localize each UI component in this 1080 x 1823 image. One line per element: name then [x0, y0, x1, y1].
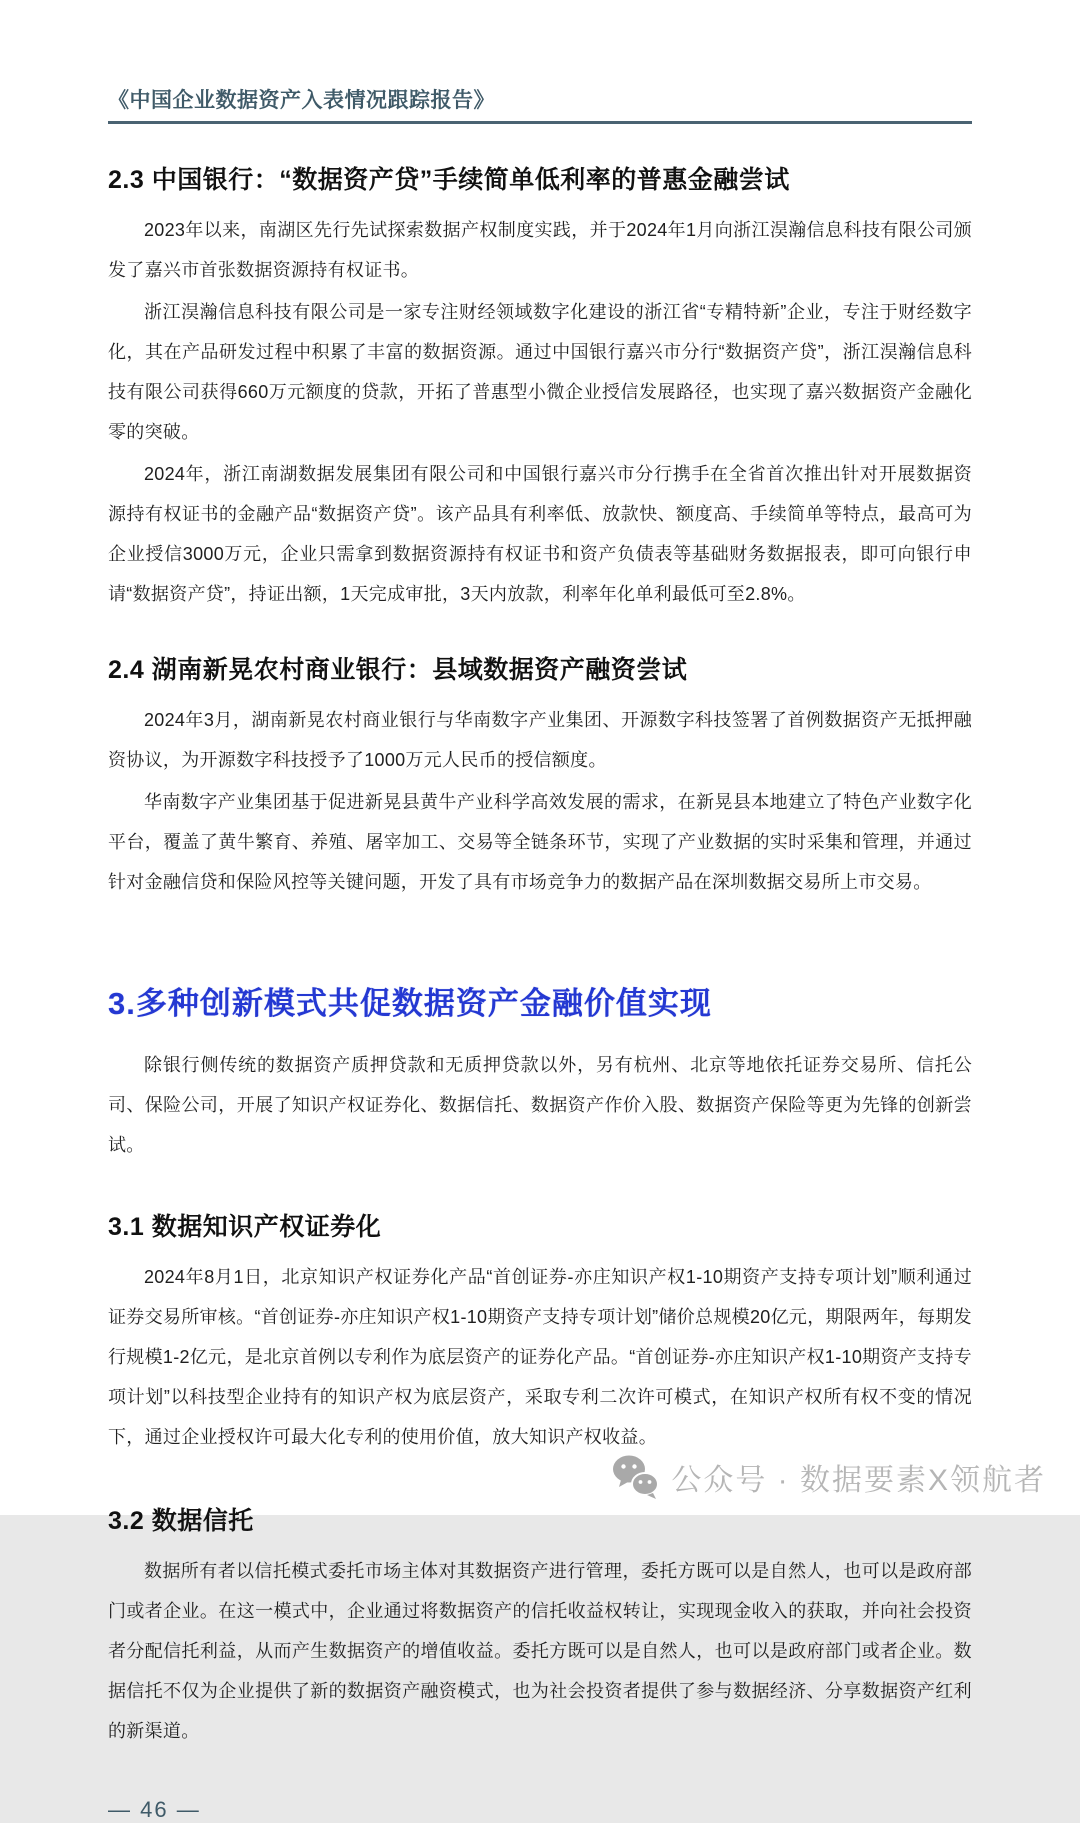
page-body [108, 160, 972, 1751]
page-header [108, 0, 972, 124]
section-3-2-heading: 3.2 数据信托 [108, 1507, 254, 1535]
page-number: — 46 — [108, 1797, 201, 1822]
section-2-4-heading: 2.4 湖南新晃农村商业银行：县域数据资产融资尝试 [108, 656, 688, 684]
report-title: 《中国企业数据资产入表情况跟踪报告》 [108, 89, 495, 112]
wechat-watermark [609, 1453, 1046, 1501]
section-2-3-paragraph: 2023年以来，南湖区先行先试探索数据产权制度实践，并于2024年1月向浙江淏瀚信息科技有限公司颁发了嘉兴市首张数据资源持有权证书。 [108, 220, 972, 280]
section-2-3-paragraph: 浙江淏瀚信息科技有限公司是一家专注财经领域数字化建设的浙江省“专精特新”企业，专注于财经数字化，其在产品研发过程中积累了丰富的数据资源。通过中国银行嘉兴市分行“数据资产贷”，浙江淏瀚信息科技有限公司获得660万元额度的贷款，开拓了普惠型小微企业授信发展路径，也实现了嘉兴数据资产金融化零的突破。 [108, 302, 972, 442]
chapter-3-intro-paragraph: 除银行侧传统的数据资产质押贷款和无质押贷款以外，另有杭州、北京等地依托证券交易所、信托公司、保险公司，开展了知识产权证券化、数据信托、数据资产作价入股、数据资产保险等更为先锋的创新尝试。 [108, 1055, 972, 1155]
section-2-4-paragraph: 2024年3月，湖南新晃农村商业银行与华南数字产业集团、开源数字科技签署了首例数据资产无抵押融资协议，为开源数字科技授予了1000万元人民币的授信额度。 [108, 710, 972, 770]
section-3-1-paragraph: 2024年8月1日，北京知识产权证券化产品“首创证券-亦庄知识产权1-10期资产支持专项计划”顺利通过证券交易所审核。“首创证券-亦庄知识产权1-10期资产支持专项计划”储价总规模20亿元，期限两年，每期发行规模1-2亿元，是北京首例以专利作为底层资产的证券化产品。“首创证券-亦庄知识产权1-10期资产支持专项计划”以科技型企业持有的知识产权为底层资产，采取专利二次许可模式，在知识产权所有权不变的情况下，通过企业授权许可最大化专利的使用价值，放大知识产权收益。 [108, 1267, 972, 1447]
wechat-icon [609, 1453, 661, 1501]
section-2-4-paragraph: 华南数字产业集团基于促进新晃县黄牛产业科学高效发展的需求，在新晃县本地建立了特色产业数字化平台，覆盖了黄牛繁育、养殖、屠宰加工、交易等全链条环节，实现了产业数据的实时采集和管理，并通过针对金融信贷和保险风控等关键问题，开发了具有市场竞争力的数据产品在深圳数据交易所上市交易。 [108, 792, 972, 892]
header-divider [108, 121, 972, 124]
chapter-3-heading: 3.多种创新模式共促数据资产金融价值实现 [108, 986, 712, 1021]
watermark-text: 公众号 · 数据要素X领航者 [671, 1464, 1046, 1497]
section-3-1-heading: 3.1 数据知识产权证券化 [108, 1213, 382, 1241]
section-2-3-heading: 2.3 中国银行：“数据资产贷”手续简单低利率的普惠金融尝试 [108, 166, 790, 194]
section-2-3-paragraph: 2024年，浙江南湖数据发展集团有限公司和中国银行嘉兴市分行携手在全省首次推出针对开展数据资源持有权证书的金融产品“数据资产贷”。该产品具有利率低、放款快、额度高、手续简单等特点，最高可为企业授信3000万元，企业只需拿到数据资源持有权证书和资产负债表等基础财务数据报表，即可向银行申请“数据资产贷”，持证出额，1天完成审批，3天内放款，利率年化单利最低可至2.8%。 [108, 464, 972, 604]
section-3-2-paragraph: 数据所有者以信托模式委托市场主体对其数据资产进行管理，委托方既可以是自然人，也可以是政府部门或者企业。在这一模式中，企业通过将数据资产的信托收益权转让，实现现金收入的获取，并向社会投资者分配信托利益，从而产生数据资产的增值收益。委托方既可以是自然人，也可以是政府部门或者企业。数据信托不仅为企业提供了新的数据资产融资模式，也为社会投资者提供了参与数据经济、分享数据资产红利的新渠道。 [108, 1561, 972, 1741]
